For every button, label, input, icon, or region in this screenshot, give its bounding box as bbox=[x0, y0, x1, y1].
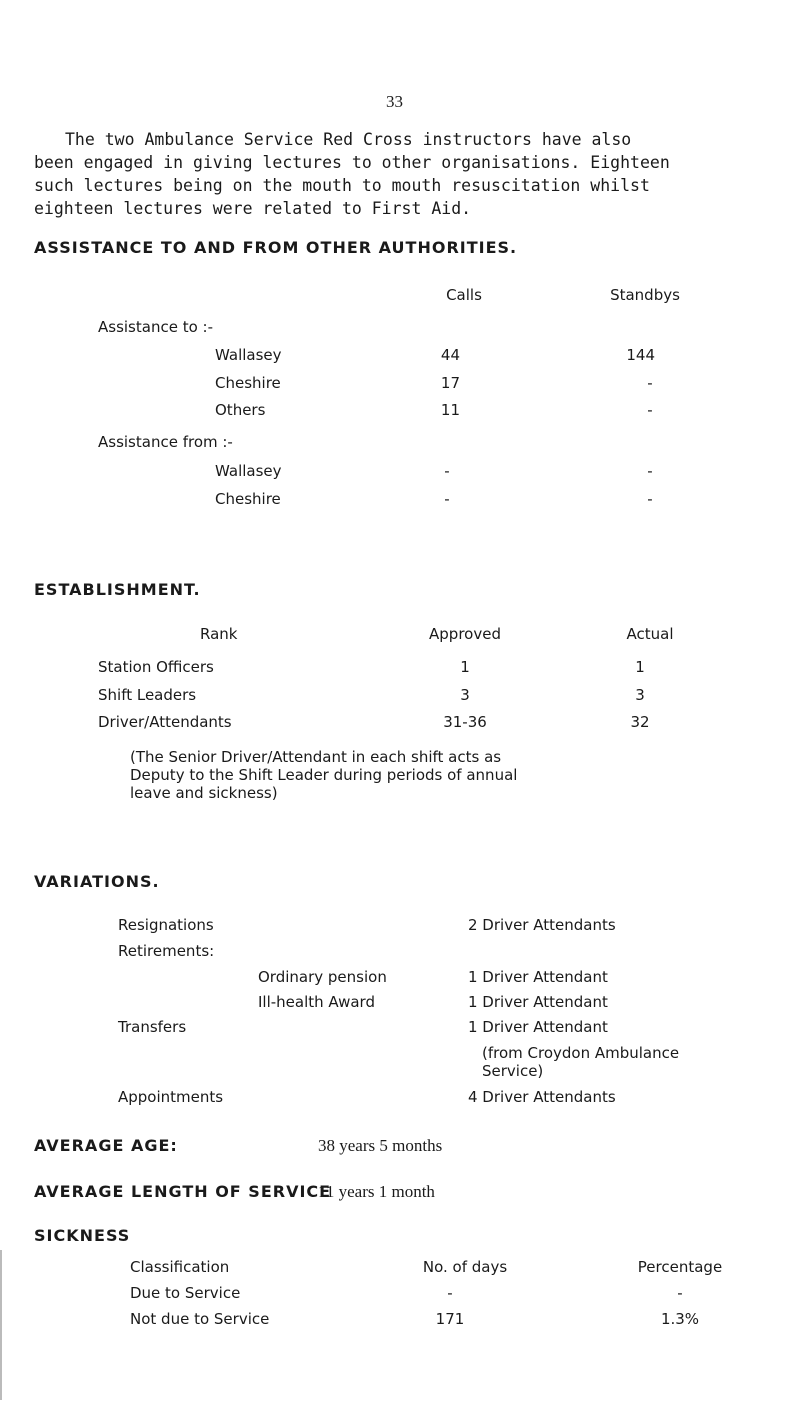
assistance-col-standbys: Standbys bbox=[610, 286, 680, 304]
average-service-label: AVERAGE LENGTH OF SERVICE bbox=[34, 1182, 332, 1201]
establishment-row-actual: 32 bbox=[630, 713, 650, 731]
sickness-row-percentage: - bbox=[677, 1284, 683, 1302]
establishment-note-line-3: leave and sickness) bbox=[130, 784, 278, 802]
assistance-from-row-name: Wallasey bbox=[215, 462, 282, 480]
sickness-row-days: 171 bbox=[435, 1310, 465, 1328]
average-age-label: AVERAGE AGE: bbox=[34, 1136, 178, 1155]
assistance-from-row-calls: - bbox=[444, 490, 450, 508]
assistance-to-row-name: Cheshire bbox=[215, 374, 281, 392]
assistance-to-row-standbys: 144 bbox=[626, 346, 655, 364]
assistance-from-row-standbys: - bbox=[647, 490, 653, 508]
average-service-value: 11 years 1 month bbox=[318, 1182, 435, 1201]
transfers-value: 1 Driver Attendant bbox=[468, 1018, 608, 1036]
assistance-heading: ASSISTANCE TO AND FROM OTHER AUTHORITIES. bbox=[34, 238, 518, 257]
assistance-to-label: Assistance to :- bbox=[98, 318, 213, 336]
establishment-row-rank: Driver/Attendants bbox=[98, 713, 232, 731]
transfers-note-line-1: (from Croydon Ambulance bbox=[482, 1044, 680, 1062]
sickness-row-classification: Due to Service bbox=[130, 1284, 241, 1302]
assistance-to-row-standbys: - bbox=[647, 401, 653, 419]
assistance-to-row-name: Others bbox=[215, 401, 266, 419]
sickness-row-classification: Not due to Service bbox=[130, 1310, 270, 1328]
sickness-col-classification: Classification bbox=[130, 1258, 230, 1276]
retirements-label: Retirements: bbox=[118, 942, 215, 960]
intro-line-3: such lectures being on the mouth to mouth resuscitation whilst bbox=[34, 176, 650, 195]
resignations-value: 2 Driver Attendants bbox=[468, 916, 616, 934]
page-number: 33 bbox=[386, 92, 403, 111]
establishment-heading: ESTABLISHMENT. bbox=[34, 580, 201, 599]
assistance-col-calls: Calls bbox=[446, 286, 482, 304]
establishment-row-actual: 3 bbox=[635, 686, 645, 704]
sickness-row-days: - bbox=[447, 1284, 453, 1302]
establishment-note-line-2: Deputy to the Shift Leader during periods of annual bbox=[130, 766, 518, 784]
assistance-from-row-name: Cheshire bbox=[215, 490, 281, 508]
resignations-label: Resignations bbox=[118, 916, 214, 934]
ordinary-pension-value: 1 Driver Attendant bbox=[468, 968, 608, 986]
establishment-row-rank: Station Officers bbox=[98, 658, 214, 676]
establishment-row-approved: 1 bbox=[460, 658, 470, 676]
transfers-label: Transfers bbox=[118, 1018, 187, 1036]
establishment-col-approved: Approved bbox=[429, 625, 501, 643]
intro-line-1: The two Ambulance Service Red Cross instructors have also bbox=[65, 130, 632, 149]
appointments-value: 4 Driver Attendants bbox=[468, 1088, 616, 1106]
intro-line-2: been engaged in giving lectures to other organisations. Eighteen bbox=[34, 153, 670, 172]
establishment-col-actual: Actual bbox=[626, 625, 674, 643]
scan-edge-rule bbox=[0, 1250, 2, 1400]
sickness-col-days: No. of days bbox=[422, 1258, 508, 1276]
sickness-col-percentage: Percentage bbox=[637, 1258, 723, 1276]
intro-line-4: eighteen lectures were related to First Aid. bbox=[34, 199, 472, 218]
establishment-row-actual: 1 bbox=[635, 658, 645, 676]
ill-health-value: 1 Driver Attendant bbox=[468, 993, 608, 1011]
average-age-value: 38 years 5 months bbox=[318, 1136, 443, 1155]
sickness-row-percentage: 1.3% bbox=[660, 1310, 700, 1328]
sickness-heading: SICKNESS bbox=[34, 1226, 131, 1245]
assistance-from-label: Assistance from :- bbox=[98, 433, 233, 451]
assistance-to-row-calls: 44 bbox=[440, 346, 460, 364]
establishment-col-rank: Rank bbox=[200, 625, 238, 643]
appointments-label: Appointments bbox=[118, 1088, 224, 1106]
assistance-from-row-standbys: - bbox=[647, 462, 653, 480]
ill-health-label: Ill-health Award bbox=[258, 993, 375, 1011]
assistance-from-row-calls: - bbox=[444, 462, 450, 480]
variations-heading: VARIATIONS. bbox=[34, 872, 160, 891]
assistance-to-row-calls: 11 bbox=[440, 401, 460, 419]
assistance-to-row-calls: 17 bbox=[440, 374, 460, 392]
establishment-row-rank: Shift Leaders bbox=[98, 686, 197, 704]
establishment-row-approved: 3 bbox=[460, 686, 470, 704]
establishment-row-approved: 31-36 bbox=[443, 713, 487, 731]
ordinary-pension-label: Ordinary pension bbox=[258, 968, 387, 986]
assistance-to-row-name: Wallasey bbox=[215, 346, 282, 364]
transfers-note-line-2: Service) bbox=[482, 1062, 544, 1080]
establishment-note-line-1: (The Senior Driver/Attendant in each shift acts as bbox=[130, 748, 502, 766]
assistance-to-row-standbys: - bbox=[647, 374, 653, 392]
